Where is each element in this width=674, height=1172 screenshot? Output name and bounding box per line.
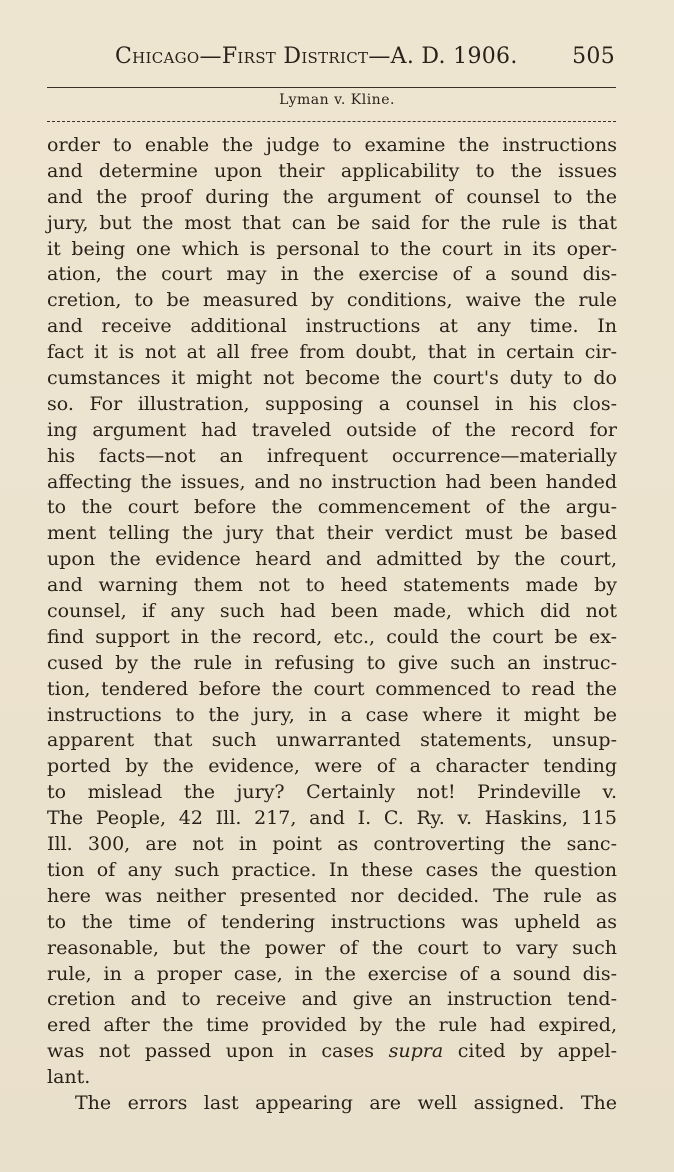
text-line: cretion, to be measured by conditions, waive the rule xyxy=(47,289,617,312)
text-line: it being one which is personal to the court in its oper- xyxy=(47,237,617,260)
text-line: The People, 42 Ill. 217, and I. C. Ry. v. Haskins, 115 xyxy=(47,807,617,830)
text-line: to the time of tendering instructions was upheld as xyxy=(47,910,617,933)
text-segment: cited by appel- xyxy=(443,1040,617,1063)
text-line: ment telling the jury that their verdict must be based xyxy=(47,522,617,545)
text-line: counsel, if any such had been made, which did not xyxy=(47,600,617,623)
text-line: cused by the rule in refusing to give such an instruc- xyxy=(47,651,617,674)
header-rule-top xyxy=(47,87,616,88)
text-line: lant. xyxy=(47,1066,91,1089)
text-line: and warning them not to heed statements made by xyxy=(47,574,617,597)
text-line: rule, in a proper case, in the exercise of a sound dis- xyxy=(47,962,617,985)
italic-supra: supra xyxy=(388,1040,444,1063)
text-segment: was not passed upon in cases xyxy=(47,1040,389,1063)
text-line: reasonable, but the power of the court to vary such xyxy=(47,936,617,959)
text-line: ation, the court may in the exercise of a sound dis- xyxy=(47,263,617,286)
text-line: cretion and to receive and give an instruction tend- xyxy=(47,988,617,1011)
header-rule-bottom xyxy=(47,121,616,122)
text-line: his facts—not an infrequent occurrence—materially xyxy=(47,444,617,467)
text-line: upon the evidence heard and admitted by the court, xyxy=(47,548,617,571)
case-title: Lyman v. Kline. xyxy=(279,92,395,108)
text-line: to the court before the commencement of the argu- xyxy=(47,496,617,519)
text-line: find support in the record, etc., could the court be ex- xyxy=(47,625,617,648)
paragraph-start-line: The errors last appearing are well assigned. The xyxy=(75,1091,617,1114)
text-line: and the proof during the argument of counsel to the xyxy=(47,185,617,208)
running-head-title: Chicago—First District—A. D. 1906. xyxy=(115,44,518,69)
text-line: tion, tendered before the court commenced to read the xyxy=(47,677,617,700)
text-line: here was neither presented nor decided. The rule as xyxy=(47,884,617,907)
text-line: fact it is not at all free from doubt, that in certain cir- xyxy=(47,341,617,364)
text-line: cumstances it might not become the court's duty to do xyxy=(47,367,617,390)
text-line: affecting the issues, and no instruction had been handed xyxy=(47,470,617,493)
text-line: ing argument had traveled outside of the record for xyxy=(47,418,617,441)
text-line: order to enable the judge to examine the instructions xyxy=(47,134,617,156)
text-line: jury, but the most that can be said for the rule is that xyxy=(47,211,617,234)
text-line: tion of any such practice. In these cases the question xyxy=(47,858,617,881)
running-head xyxy=(115,44,615,69)
text-line: and receive additional instructions at any time. In xyxy=(47,315,617,338)
page-number: 505 xyxy=(572,44,615,69)
body-text xyxy=(47,133,617,1117)
text-line: so. For illustration, supposing a counsel in his clos- xyxy=(47,392,617,415)
text-line: to mislead the jury? Certainly not! Prindeville v. xyxy=(47,781,617,804)
text-line: and determine upon their applicability to the issues xyxy=(47,159,617,182)
text-line: instructions to the jury, in a case where it might be xyxy=(47,703,617,726)
text-line: apparent that such unwarranted statements, unsup- xyxy=(47,729,617,752)
text-line: ported by the evidence, were of a character tending xyxy=(47,755,617,778)
text-line: ered after the time provided by the rule had expired, xyxy=(47,1014,617,1037)
text-line: Ill. 300, are not in point as controverting the sanc- xyxy=(47,833,617,856)
text-line-supra xyxy=(47,1039,617,1065)
